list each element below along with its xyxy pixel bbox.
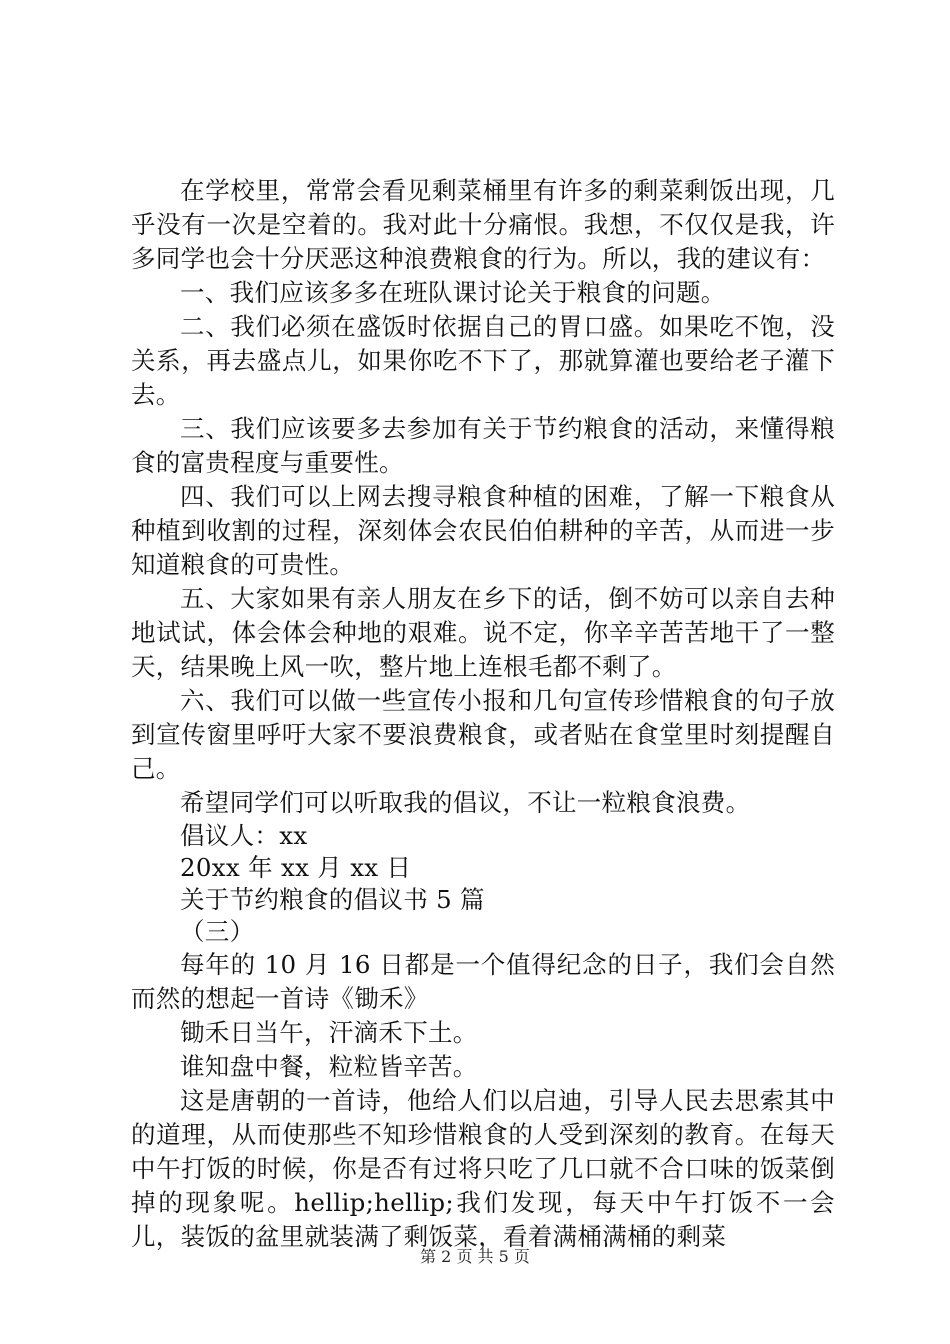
paragraph-suggestion-4: 四、我们可以上网去搜寻粮食种植的困难，了解一下粮食从种植到收割的过程，深刻体会农民伯伯耕种的辛苦，从而进一步知道粮食的可贵性。 xyxy=(131,482,835,579)
section-number: （三） xyxy=(180,917,255,946)
date-line: 20xx 年 xx 月 xx 日 xyxy=(180,853,412,882)
poem-line-2: 谁知盘中餐，粒粒皆辛苦。 xyxy=(180,1052,478,1081)
paragraph-suggestion-1: 一、我们应该多多在班队课讨论关于粮食的问题。 xyxy=(180,278,726,307)
poem-line-1: 锄禾日当午，汗滴禾下土。 xyxy=(180,1018,478,1047)
paragraph-suggestion-6: 六、我们可以做一些宣传小报和几句宣传珍惜粮食的句子放到宣传窗里呼吁大家不要浪费粮食，或者贴在食堂里时刻提醒自己。 xyxy=(131,686,835,783)
paragraph-poem-discussion: 这是唐朝的一首诗，他给人们以启迪，引导人民去思索其中的道理，从而使那些不知珍惜粮食的人受到深刻的教育。在每天中午打饭的时候，你是否有过将只吃了几口就不合口味的饭菜倒掉的现象呢。hellip;hellip;我们发现，每天中午打饭不一会儿，装饭的盆里就装满了剩饭菜，看着满桶满桶的剩菜 xyxy=(131,1086,835,1251)
page-footer: 第 2 页 共 5 页 xyxy=(420,1247,530,1266)
paragraph-suggestion-3: 三、我们应该要多去参加有关于节约粮食的活动，来懂得粮食的富贵程度与重要性。 xyxy=(131,414,835,477)
paragraph-suggestion-2: 二、我们必须在盛饭时依据自己的胃口盛。如果吃不饱，没关系，再去盛点儿，如果你吃不下了，那就算灌也要给老子灌下去。 xyxy=(131,312,835,409)
paragraph-intro: 在学校里，常常会看见剩菜桶里有许多的剩菜剩饭出现，几乎没有一次是空着的。我对此十分痛恨。我想，不仅仅是我，许多同学也会十分厌恶这种浪费粮食的行为。所以，我的建议有： xyxy=(131,176,835,273)
signature-line: 倡议人：xx xyxy=(180,821,308,850)
document-body xyxy=(131,174,835,1254)
paragraph-suggestion-5: 五、大家如果有亲人朋友在乡下的话，倒不妨可以亲自去种地试试，体会体会种地的艰难。说不定，你辛辛苦苦地干了一整天，结果晚上风一吹，整片地上连根毛都不剩了。 xyxy=(131,584,835,681)
paragraph-poem-intro: 每年的 10 月 16 日都是一个值得纪念的日子，我们会自然而然的想起一首诗《锄禾》 xyxy=(131,950,835,1013)
paragraph-closing: 希望同学们可以听取我的倡议，不让一粒粮食浪费。 xyxy=(180,788,751,817)
section-title: 关于节约粮食的倡议书 5 篇 xyxy=(180,885,485,914)
